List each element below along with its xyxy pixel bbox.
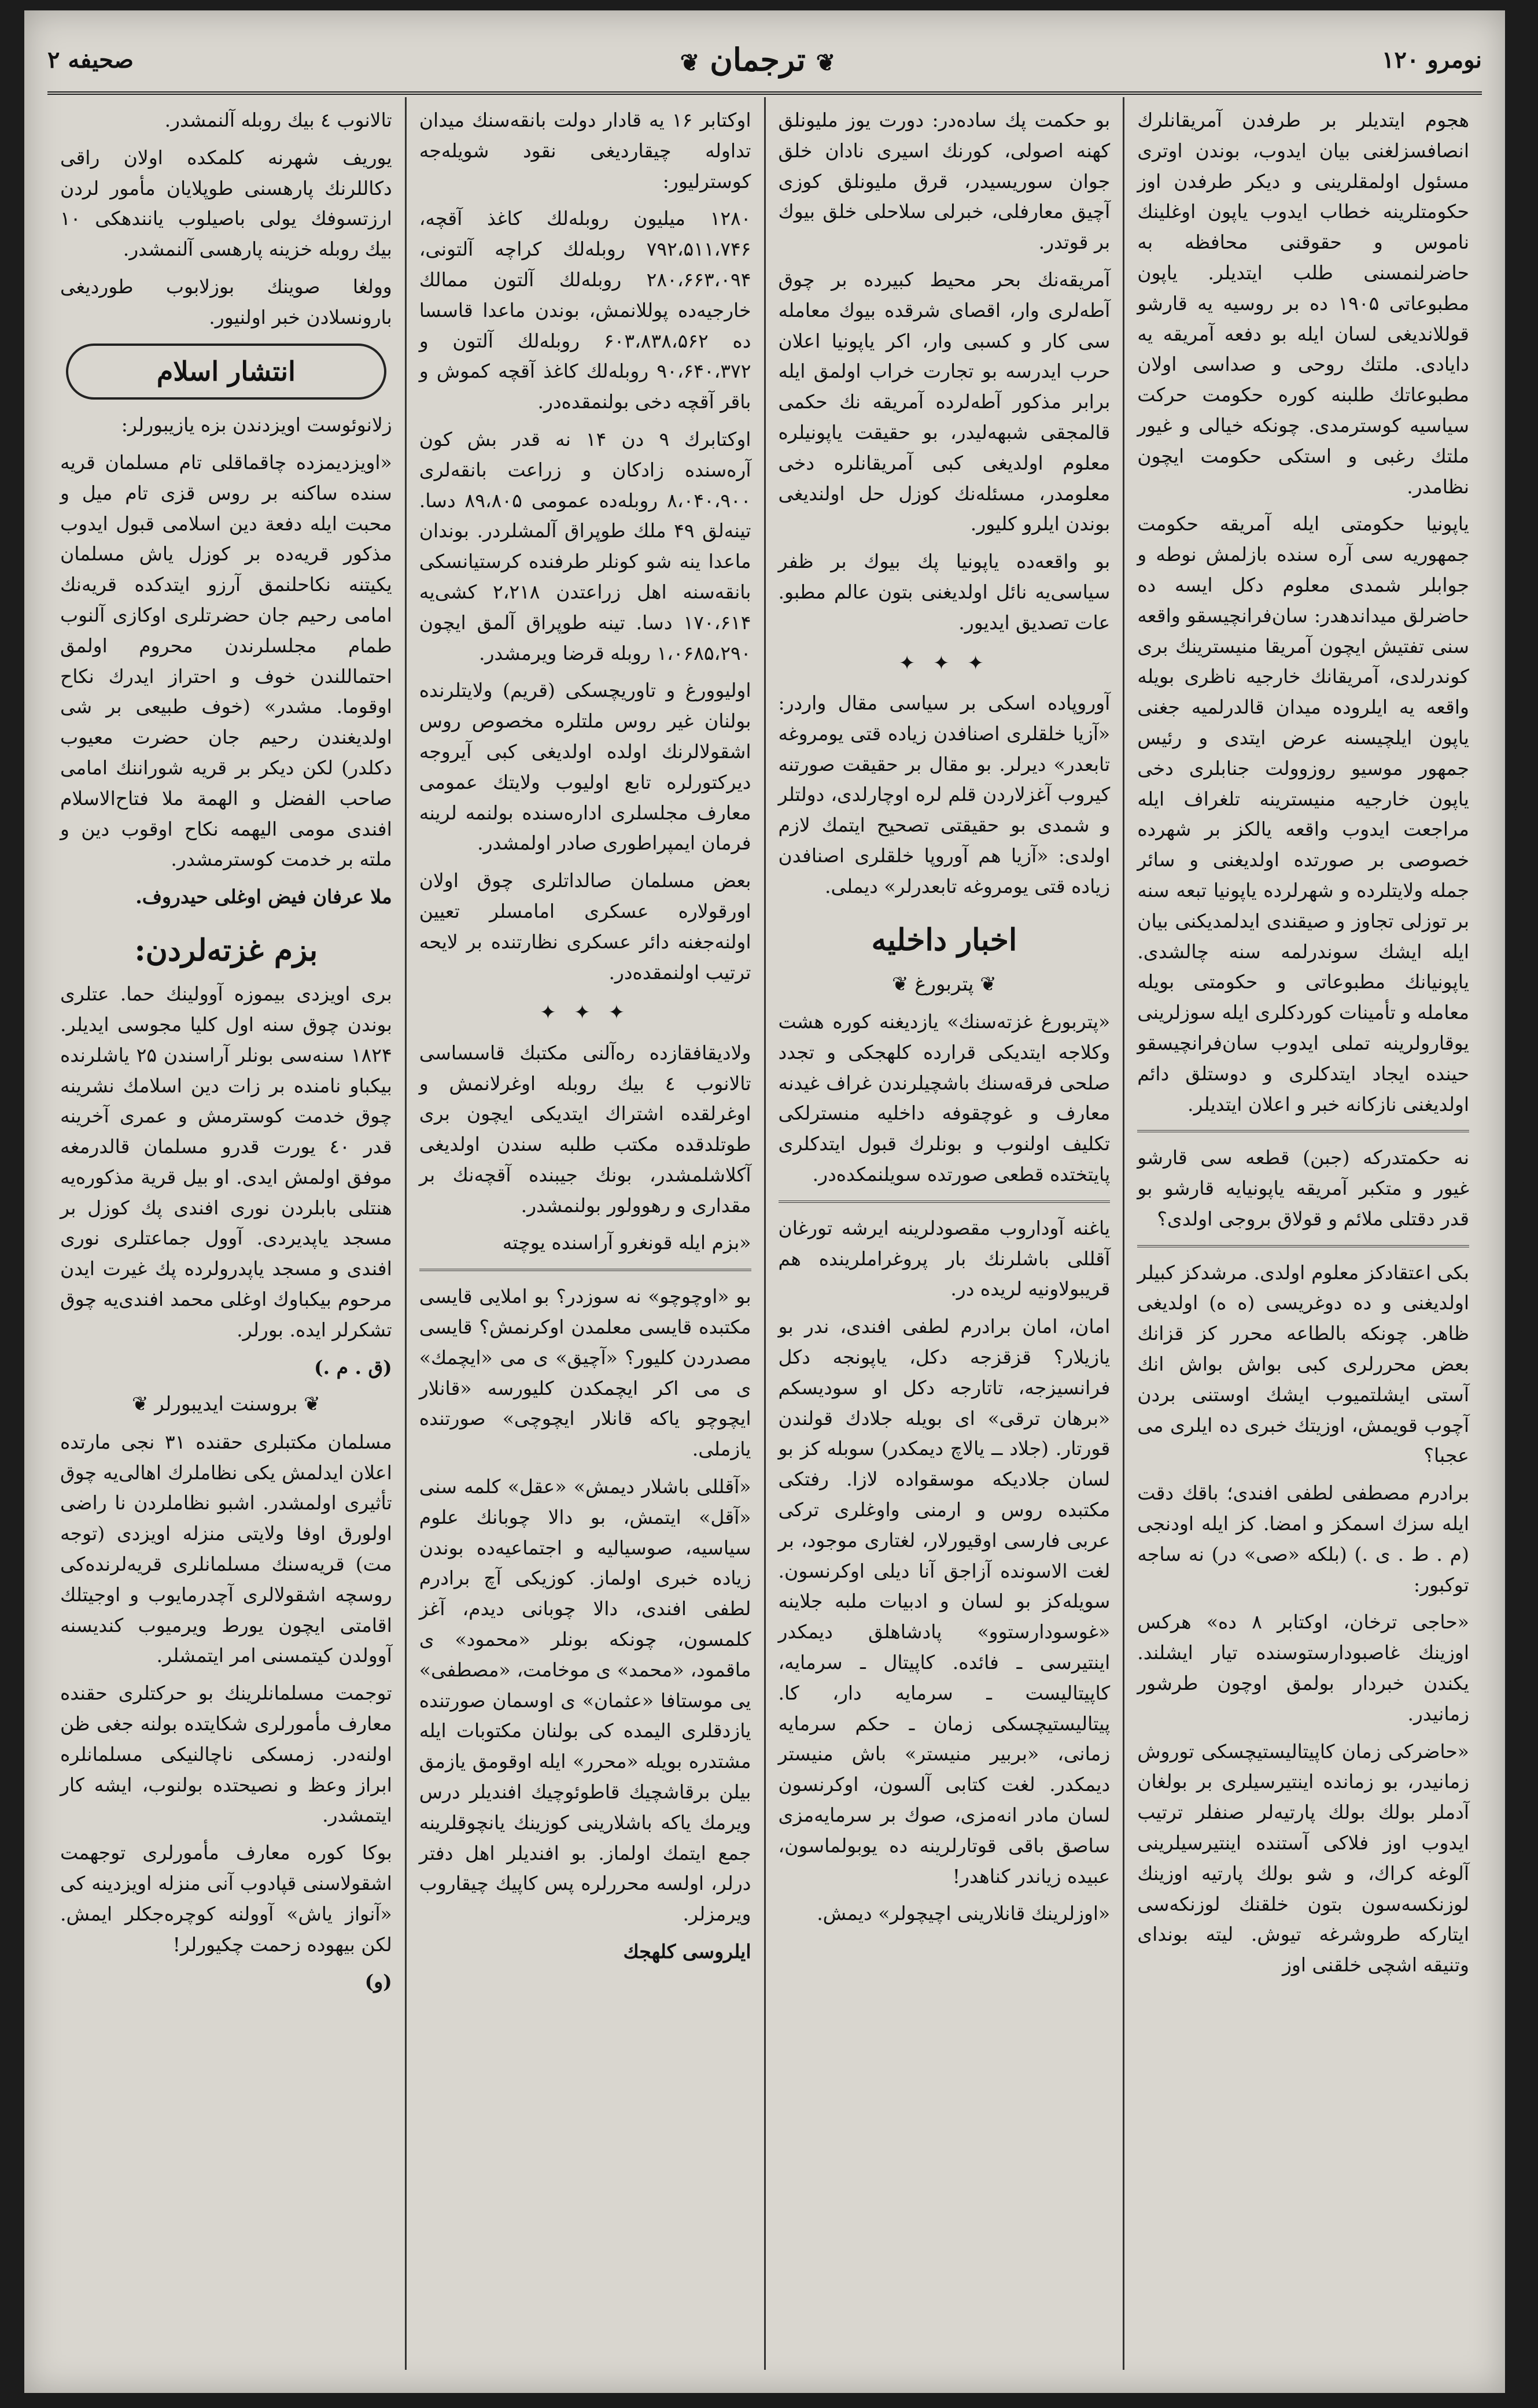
section-title: اخبار داخلیه bbox=[871, 922, 1017, 958]
column-4 bbox=[47, 97, 405, 2370]
paragraph: بکی اعتقادکز معلوم اولدی. مرشدکز کبیلر اولدیغنی و ده دوغریسی (ه ه) اولدیغی ظاهر. چونکه بالطاعه محرر کز قزانك بعض محررلری کبی بواش بواش انك آستی ایشلتمیوب ایشك اوستنی بردن آچوب قویمش، اوزیتك خبری ده ایلری می عجبا؟ bbox=[1137, 1261, 1469, 1467]
paragraph: مسلمان مکتبلری حقنده ۳۱ نجی مارتده اعلان ایدلمش یکی نظاملرك اهالی‌یه چوق تأثیری اولمشدر. اشبو نظاملردن نا راضی اولورق اوفا ولایتی منزله اویزدی (توجه مت) قریه‌سنك مسلمانلری قریه‌لرنده‌کی روسچه اشقولالری آچدرمایوب و اوجیتلك اقامتی ایچون یورط ویرمیوب کندیسنه آوولدن کیتمسنی امر ایتمشلر. bbox=[60, 1430, 392, 1667]
paragraph: آمریقه‌نك بحر محیط کبیرده بر چوق آطه‌لری وار، اقصای شرقده بیوك معامله سی کار و کسبی وار، اکر یاپونیا اعلان حرب ایدرسه بو تجارت خراب اولمق ایله برابر مذکور آطه‌لرده آمریقه نك حکمی قالمجقی شبهه‌لیدر، بو حقیقت یاپونیلره معلوم اولدیغی کبی آمریقانلره دخی معلومدر، مسئله‌نك کوزل حل اولندیغی بوندن ایلرو کلیور. bbox=[778, 268, 1111, 535]
paragraph: هجوم ایتدیلر بر طرفدن آمریقانلرك انصافسزلغنی بیان ایدوب، بوندن اوتری مسئول اولمقلرینی و دیکر طرفدن اوز حکومتلرینه خطاب ایدوب یاپون اوغلینك ناموس و حقوقنی محافظه به حاضرلنمسنی طلب ایتدیلر. یاپون مطبوعاتی ۱۹۰۵ ده بر روسیه یه قارشو قوللاندیغی لسان ایله بو دفعه آمریقه یه دایادی. ملتك روحی و صداسی اولان مطبوعاتك طلبنه کوره حکومت حرکت سیاسیه کوسترمدی. چونکه خیالی و غیور ملتك رغبی و استکی حکومت ایچون نظامدر. bbox=[1137, 109, 1469, 498]
column-3 bbox=[405, 97, 764, 2370]
paragraph: امان، امان برادرم لطفی افندی، ندر بو یازیلار؟ قزقزجه دکل، یاپونجه دکل فرانسیزجه، تاتارجه دکل او سودیسکم «برهان ترقی» ای بویله جلادك قولندن قورتار. (جلاد ــ یالاچ دیمکدر) سوبله کز بو لسان جلادیکه موسقواده لازا. رفتکی مکتبده روس و ارمنی واوغلری ترکی عربی فارسی اوقیورلار، لغتاری موجود، بر لغت الاسونده آزاجق آنا دیلی اوکرنسون. سویله‌کز بو لسان و ادبیات ملبه جلاینه «غوسودارستوو» پادشاهلق دیمکدر اینتیرسی ـ فائده. کاپیتال ـ سرمایه، کاپیتالیست ـ سرمایه دار، کا. پیتالیستیچسکی زمان ـ حکم سرمایه زمانی، «بربیر منیستر» باش منیستر دیمکدر. لغت کتابی آلسون، اوکرنسون لسان مادر انه‌مزی، صوك بر سرمایه‌مزی ساصق باقی قوتارلرینه ده یوبولماسون، عبیده زیاندر کناهدر! bbox=[778, 1315, 1111, 1888]
paragraph: «حاضرکی زمان کاپیتالیستیچسکی توروش زمانیدر، بو زمانده اینتیرسیلری بر بولغان آدملر بولك بولك پارتیه‌لر صنفلر ترتیب ایدوب اوز فلاکی آستنده اینتیرسیلرینی آلوغه کراك، و شو بولك پارتیه اوزینك لوزنکسه‌سون بتون خلقنك لوزنکه‌سی ایتارکه طروشرغه تیوش. لیته بوندای وتنیقه اشچی خلقنی اوز bbox=[1137, 1739, 1469, 1977]
paragraph: «آقللی باشلار دیمش» «عقل» کلمه سنی «آقل» ایتمش، بو دالا چوبانك علوم سیاسیه، صوسیالیه و اجتماعیه‌ده بوندن زیاده خبری اولماز. کوزیکی آچ برادرم لطفی افندی، دالا چوبانی دیدم، آغز کلمسون، چونکه بونلر «محمود» ی ماقمود، «محمد» ی موخامت، «مصطفی» یی موستافا «عثمان» ی اوسمان صورتنده یازدقلری الیمده کی بولنان مکتوبات ایله مشتدره بویله «محرر» ایله اوقومق یازمق بیلن برقاشچیك قاطوئوچیك افندیلر درس ویرمك یاکه باشلارینی کوزینك یانچوقلرینه جمع ایتمك اولماز. بو افندیلر اهل دفتر درلر، اولسه محررلره پس کاپیك چیقاروب ویرمزلر. bbox=[419, 1475, 751, 1926]
section-subtitle: ❦ پتربورغ ❦ bbox=[891, 972, 997, 996]
footnote: (و) bbox=[364, 1970, 392, 1993]
divider bbox=[1137, 1245, 1469, 1247]
signature: ملا عرفان فیض اوغلی حیدروف. bbox=[135, 885, 392, 908]
paragraph: بوکا کوره معارف مأمورلری توجهمت اشقولاسنی قپادوب آنی منزله اویزدینه کی «آنواز یاش» آوولنه کوچره‌جکلر ایمش. لکن بیهوده زحمت چکیورلر! bbox=[60, 1841, 392, 1956]
column-1 bbox=[1123, 97, 1482, 2370]
paragraph: ۱۲۸۰ میلیون روبله‌لك کاغذ آقچه، ۷۹۲،۵۱۱،۷۴۶ روبله‌لك کراچه آلتونی، ۲۸۰،۶۶۳،۰۹۴ روبله‌لك آلتون ممالك خارجیه‌ده پوللانمش، بوندن ماعدا قاسسا ده ۶۰۳،۸۳۸،۵۶۲ روبله‌لك آلتون و ۹۰،۶۴۰،۳۷۲ روبله‌لك کاغذ آقچه کموش و باقر آقچه دخی بولنمقده‌در. bbox=[419, 207, 751, 413]
masthead bbox=[47, 28, 1482, 95]
newspaper-page bbox=[24, 10, 1505, 2393]
paragraph: «پتربورغ غزته‌سنك» یازدیغنه کوره هشت وکلاجه ایتدیکی قرارده کلهجکی و تجدد صلحی فرقه‌سنك باشچیلرندن غراف غیدنه معارف و غوچقوفه داخلیه منسترلکی تکلیف اولنوب و بونلرك قبول ایتدکلری پایتختده قطعی صورتده سویلنمکده‌در. bbox=[778, 1010, 1111, 1186]
paragraph: «حاجی ترخان، اوکتابر ۸ ده» هرکس اوزینك غاصبودارستوسنده تیار ایشلند. یکندن خبردار بولمق اوچون طرشور زمانیدر. bbox=[1137, 1611, 1469, 1725]
paragraph: ولادیقافقازده ره‌آلنی مکتبك قاسساسی تالانوب ٤ بیك روبله اوغرلانمش و اوغرلقده اشتراك ایتدیکی ایچون بری طوتلدقده مکتب طلبه سندن اولدیغی آکلاشلمشدر، بونك جیبنده آقچه‌نك بر مقداری و رهوولور بولنمشدر. bbox=[419, 1041, 751, 1217]
paragraph: بو حکمت پك ساده‌در: دورت یوز ملیونلق کهنه اصولی، کورنك اسیری نادان خلق جوان سوریسیدر، قرق ملیونلق کوزی آچیق معارفلی، خبرلی سلاحلی خلق بیوك بر قوتدر. bbox=[778, 109, 1111, 254]
paragraph: نه حکمتدرکه (جبن) قطعه سی قارشو غیور و متکبر آمریقه یاپونیایه قارشو بو قدر دقتلی ملائم و قولاق بروجی اولدی؟ bbox=[1137, 1146, 1469, 1230]
paragraph: آوروپاده اسکی بر سیاسی مقال واردر: «آزیا خلقلری اصنافدن زیاده قتی یومروغه تابعدر» دیرلر. بو مقال بر حقیقت صورتنه کیروب آغزلاردن قلم لره اوچارلدی، دولتلر و شمدی بو حقیقتی تصحیح ایتمك لازم اولدی: «آزیا هم آوروپا خلقلری اصنافدن زیاده قتی یومروغه تابعدرلر» دیملی. bbox=[778, 691, 1111, 898]
paragraph: بعض مسلمان صالداتلری چوق اولان اورقولاره عسکری امامسلر تعیین اولنه‌جغنه دائر عسکری نظارتنده بر لایحه ترتیب اولنمقده‌در. bbox=[419, 869, 751, 984]
paragraph: اولیوورغ و تاوریچسکی (قریم) ولایتلرنده بولنان غیر روس ملتلره مخصوص روس اشقولالرنك اولده اولدیغی کبی آیروجه دیرکتورلره تابع اولیوب ولایتك عمومی معارف مجلسلری اداره‌سنده بولنمه لرینه فرمان ایمپراطوری صادر اولمشدر. bbox=[419, 679, 751, 855]
signature: (ق . م .) bbox=[314, 1356, 392, 1379]
column-2 bbox=[764, 97, 1123, 2370]
divider bbox=[779, 1201, 1111, 1203]
issue-number: نومرو ۱۲۰ bbox=[1382, 46, 1482, 73]
paragraph: بو «اوچوچو» نه سوزدر؟ بو املایی قایسی مکتبده قایسی معلمدن اوکرنمش؟ قایسی مصدردن کلیور؟ «آچیق» ی می «ایچمك» ی می اکر ایچمکدن کلیورسه «قانلار ایچوچو یاکه قانلار ایچوچی» صورتنده یازملی. bbox=[419, 1285, 751, 1461]
paragraph: بو واقعه‌ده یاپونیا پك بیوك بر ظفر سیاسی‌یه نائل اولدیغنی بتون عالم مطبو. عات تصدیق ایدیور. bbox=[778, 550, 1111, 634]
paragraph: یاپونیا حکومتی ایله آمریقه حکومت جمهوریه سی آره سنده بازلمش نوطه و جوابلر شمدی معلوم دکل ایسه ده حاضرلق میداندهدر: سان‌فرانچیسقو واقعه سنی تفتیش ایچون آمریقا منیسترینك بری کوندرلدی، آمریقانك خارجیه ناظری بویله واقعه یه ایلروده میدان قالدرلمیه جغنی یاپون ایلچیسنه عرض ایتدی و رئیس جمهور موسیو روزوولت جنابلری دخی یاپون خارجیه منیسترینه تلغراف ایله مراجعت ایدوب واقعه یالکز بر شهرده خصوصی بر صورتده اولدیغنی و سائر جمله ولایتلرده و شهرلرده یاپونیا تبعه سنه بر توزلی تجاوز و صیقندی ایدلمدیکنی بیان ایله ایشك سوندرلمه سنه چالشدی. یاپونیانك مطبوعاتی و حکومتی بویله معامله و تأمینات کوردکلری ایله سوزلرینی یوقارولرینه تملی ایدوب سان‌فرانچیسقو حینده ایجاد ایتدکلری و دوستلق دائم اولدیغنی نازکانه خبر و اعلان ایتدیلر. bbox=[1137, 512, 1469, 1116]
divider bbox=[1137, 1130, 1469, 1132]
ornament-divider: ✦ ✦ ✦ bbox=[540, 1001, 631, 1025]
paragraph: برادرم مصطفی لطفی افندی؛ باقك دقت ایله سزك اسمکز و امضا. کز ایله اودنجی (م . ط . ی .) (بلکه «صی» در) نه ساجه توکبور: bbox=[1137, 1482, 1469, 1596]
section-title: انتشار اسلام bbox=[66, 344, 386, 400]
paragraph: یاغنه آوداروب مقصودلرینه ایرشه تورغان آقللی باشلرنك بار پروغراملرینده هم قریبولاونیه لریده در. bbox=[778, 1216, 1111, 1301]
paragraph: زلانوئوست اویزدندن بزه یازیبورلر: bbox=[121, 413, 392, 437]
paragraph: «اوزلرینك قانلارینی اچیچولر» دیمش. bbox=[817, 1902, 1111, 1925]
continued-note: ایلروسی کلهجك bbox=[623, 1940, 751, 1963]
columns bbox=[47, 97, 1482, 2370]
paragraph: اوکتابر ۱۶ یه قادار دولت بانقه‌سنك میدان تداوله چیقاردیغی نقود شویله‌جه کوسترلیور: bbox=[419, 109, 751, 193]
ornament-divider: ✦ ✦ ✦ bbox=[898, 651, 990, 675]
section-title: ❦ بروسنت ایدیبورلر ❦ bbox=[131, 1393, 320, 1416]
paragraph: «اویزدیمزده چاقماقلی تام مسلمان قریه سنده ساکنه بر روس قزی تام میل و محبت ایله دفعة دین اسلامی قبول ایدوب مذکور قریه‌ده بر کوزل یاش مسلمان یکیتنه نکاحلنمق آرزو ایتدکده قریه‌نك امامی رحیم جان حضرتلری اوکازی آلنوب طمام مجلسلرندن محروم اولمق احتماللندن خوف و احتراز ایدرك نکاح اوقوما. مشدر» (خوف طبیعی بر شی اولدیغندن رحیم جان حضرت معیوب دکلدر) لکن دیکر بر قریه شوراننك امامی صاحب الفضل و الهمة ملا فتاح‌الاسلام افندی مومی الیهمه نکاح اوقوب دین و ملته بر خدمت کوسترمشدر. bbox=[60, 450, 392, 871]
newspaper-title: ❦ ترجمان ❦ bbox=[670, 41, 846, 78]
divider bbox=[419, 1269, 751, 1271]
section-title: بزم غزته‌لردن: bbox=[134, 932, 318, 968]
paragraph: تالانوب ٤ بیك روبله آلنمشدر. bbox=[164, 109, 392, 131]
paragraph: یوریف شهرنه کلمکده اولان راقی دکاللرنك پارهسنی طوپلایان مأمور لردن ارزتسوفك یولی باصیلوب یانندهکی ۱۰ بیك روبله خزینه پارهسی آلنمشدر. bbox=[60, 146, 392, 261]
page-number: صحیفه ۲ bbox=[47, 46, 134, 73]
paragraph: وولغا صوینك بوزلابوب طوردیغی بارونسلادن خبر اولنیور. bbox=[60, 275, 392, 328]
paragraph: بری اویزدی بیموزه آوولینك حما. عتلری بوندن چوق سنه اول کلیا مجوسی ایدیلر. ۱۸۲۴ سنه‌سی بونلر آراسندن ۲۵ یاشلرنده بیکباو نامنده بر زات دین اسلامك نشرینه چوق خدمت کوسترمش و عمری آخرینه قدر ٤۰ یورت قدرو مسلمان قالدرمغه موفق اولمش ایدی. او بیل قریة مذکوره‌یه هنتلی بابلردن نوری افندی پك کوزل بر مسجد یاپدیردی. آوول جماعتلری نوری افندی و مسجد یاپدرولرده پك غیرت ایدن مرحوم بیکباوك اوغلی محمد افندی‌یه چوق تشکرلر ایده. بورلر. bbox=[60, 983, 392, 1341]
paragraph: «بزم ایله قونغرو آراسنده یوچته bbox=[502, 1231, 751, 1254]
paragraph: اوکتابرك ۹ دن ۱۴ نه قدر بش کون آره‌سنده زادکان و زراعت بانقه‌لری ۸،۰۴۰،۹۰۰ روبله‌ده عمومی ۸۹،۸۰۵ دسا. تینه‌لق ۴۹ ملك طوپراق آلمشلردر. بوندان ماعدا ینه شو کونلر طرفنده کرستیانسکی بانقه‌سنه اهل زراعتدن ۲،۲۱۸ کشی‌یه ۱۷۰،۶۱۴ دسا. تینه طوپراق آلمق ایچون ۱،۰۶۸۵،۲۹۰ روبله قرضا ویرمشدر. bbox=[419, 427, 751, 664]
paragraph: توجمت مسلمانلرینك بو حرکتلری حقنده معارف مأمورلری شکایتده بولنه جغی ظن اولنه‌در. زمسکی ناچالنیکی مسلمانلره ابراز وعظ و نصیحتده بولنوب، ایشه کار ایتمشدر. bbox=[60, 1682, 392, 1827]
